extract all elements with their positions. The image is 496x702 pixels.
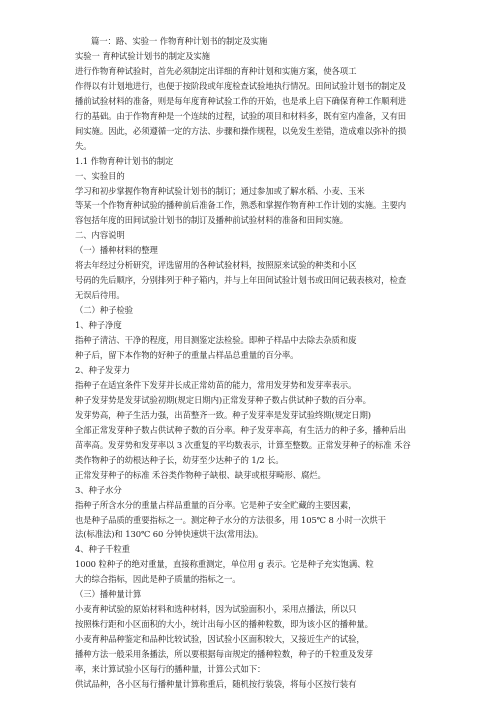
document-line: 大的综合指标，因此是种子质量的指标之一。 (75, 574, 241, 585)
document-line: 法(标准法)和 130℃ 60 分钟快速烘干法(常用法)。 (75, 529, 264, 540)
document-line: 播前试验材料的准备，则是每年度育种试验工作的开始，也是承上启下确保育种工作顺利进 (75, 95, 406, 106)
document-line: （二）种子检验 (75, 305, 133, 316)
document-line: 等某一个作物育种试验的播种前后准备工作，熟悉和掌握作物育种工作计划的实施。主要内 (75, 200, 406, 211)
document-line: 将去年经过分析研究，评选留用的各种试验材料，按照原来试验的种类和小区 (75, 260, 357, 271)
document-line: 正常发芽种子的标准 禾谷类作物种子缺根、缺芽或根芽畸形、腐烂。 (75, 469, 326, 480)
document-line: 种子发芽势是发芽试验初期(规定日期内)正常发芽种子数占供试种子数的百分率。 (75, 394, 371, 405)
document-line: 指种子所含水分的重量占样品重量的百分率。它是种子安全贮藏的主要因素， (75, 499, 357, 510)
document-line: 指种子清洁、干净的程度，用目测鉴定法检验。即种子样品中去除去杂质和废 (75, 335, 357, 346)
document-line: 进行作物育种试验时，首先必须制定出详细的育种计划和实施方案，使各项工 (75, 65, 357, 76)
document-line: 全部正常发芽种子数占供试种子数的百分率。种子发芽率高，有生活力的种子多，播种后出 (75, 424, 406, 435)
document-line: 播种方法一般采用条播法，所以要根据每亩规定的播种粒数，种子的千粒重及发芽 (75, 649, 373, 660)
document-line: 发芽势高，种子生活力强，出苗整齐一致。种子发芽率是发芽试验终期(规定日期) (75, 409, 371, 420)
document-line: 小麦育种品种鉴定和品种比较试验，因试验小区面积较大，又接近生产的试验， (75, 634, 365, 645)
document-line: 行的基础。由于作物育种是一个连续的过程，试验的项目和材料多，既有室内准备，又有田 (75, 110, 406, 121)
document-line: 无误后待用。 (75, 290, 125, 301)
document-line: 也是种子品质的重要指标之一。测定种子水分的方法很多，用 105℃ 8 小时一次烘干 (75, 514, 386, 525)
document-line: 苗率高。发芽势和发芽率以 3 次重复的平均数表示，计算至整数。正常发芽种子的标准 禾谷 (75, 439, 411, 450)
document-line: 失。 (75, 140, 92, 151)
document-line: 种子后，留下本作物的好种子的重量占样品总重量的百分率。 (75, 350, 299, 361)
document-line: （三）播种量计算 (75, 589, 142, 600)
document-line: 1.1 作物育种计划书的制定 (75, 155, 174, 166)
document-line: 率，来计算试验小区每行的播种量，计算公式如下： (75, 664, 266, 675)
document-line: 二、内容说明 (75, 230, 125, 241)
document-line: 1、种子净度 (75, 320, 122, 331)
document-line: （一）播种材料的整理 (75, 245, 158, 256)
document-line: 一、实验目的 (75, 170, 125, 181)
document-line: 4、种子千粒重 (75, 544, 130, 555)
document-line: 学习和初步掌握作物育种试验计划书的制订；通过参加或了解水稻、小麦、玉米 (75, 185, 365, 196)
document-line: 小麦育种试验的原始材料和选种材料，因为试验面积小，采用点播法，所以只 (75, 604, 357, 615)
document-line: 指种子在适宜条件下发芽并长成正常幼苗的能力，常用发芽势和发芽率表示。 (75, 379, 357, 390)
document-line: 容包括年度的田间试验计划书的制订及播种前试验材料的准备和田间实施。 (75, 215, 349, 226)
document-title: 篇一：路、实验一 作物育种计划书的制定及实施 (91, 36, 268, 46)
document-line: 实验一 育种试验计划书的制定及实施 (75, 50, 210, 61)
document-line: 类作物种子的幼根达种子长，幼芽至少达种子的 1/2 长。 (75, 454, 284, 465)
document-line: 作得以有计划地进行，也便于按阶段或年度检查试验地执行情况。田间试验计划书的制定及 (75, 80, 406, 91)
document-line: 按照株行距和小区面积的大小，统计出每小区的播种粒数，即为该小区的播种量。 (75, 619, 373, 630)
document-line: 2、种子发芽力 (75, 364, 130, 375)
document-line: 供试品种，各小区每行播种量计算称重后，随机按行装袋，将每小区按行装有 (75, 678, 357, 689)
document-line: 1000 粒种子的绝对重量，直接称重测定，单位用 g 表示。它是种子充实饱满、粒 (75, 559, 374, 570)
document-line: 3、种子水分 (75, 484, 122, 495)
document-body (75, 49, 428, 692)
document-line: 号码的先后顺序，分别排列于种子箱内，并与上年田间试验计划书或田间记载表核对，检查 (75, 275, 406, 286)
document-line: 间实施。因此，必须遵循一定的方法、步骤和操作规程，以免发生差错，造成难以弥补的损 (75, 125, 406, 136)
